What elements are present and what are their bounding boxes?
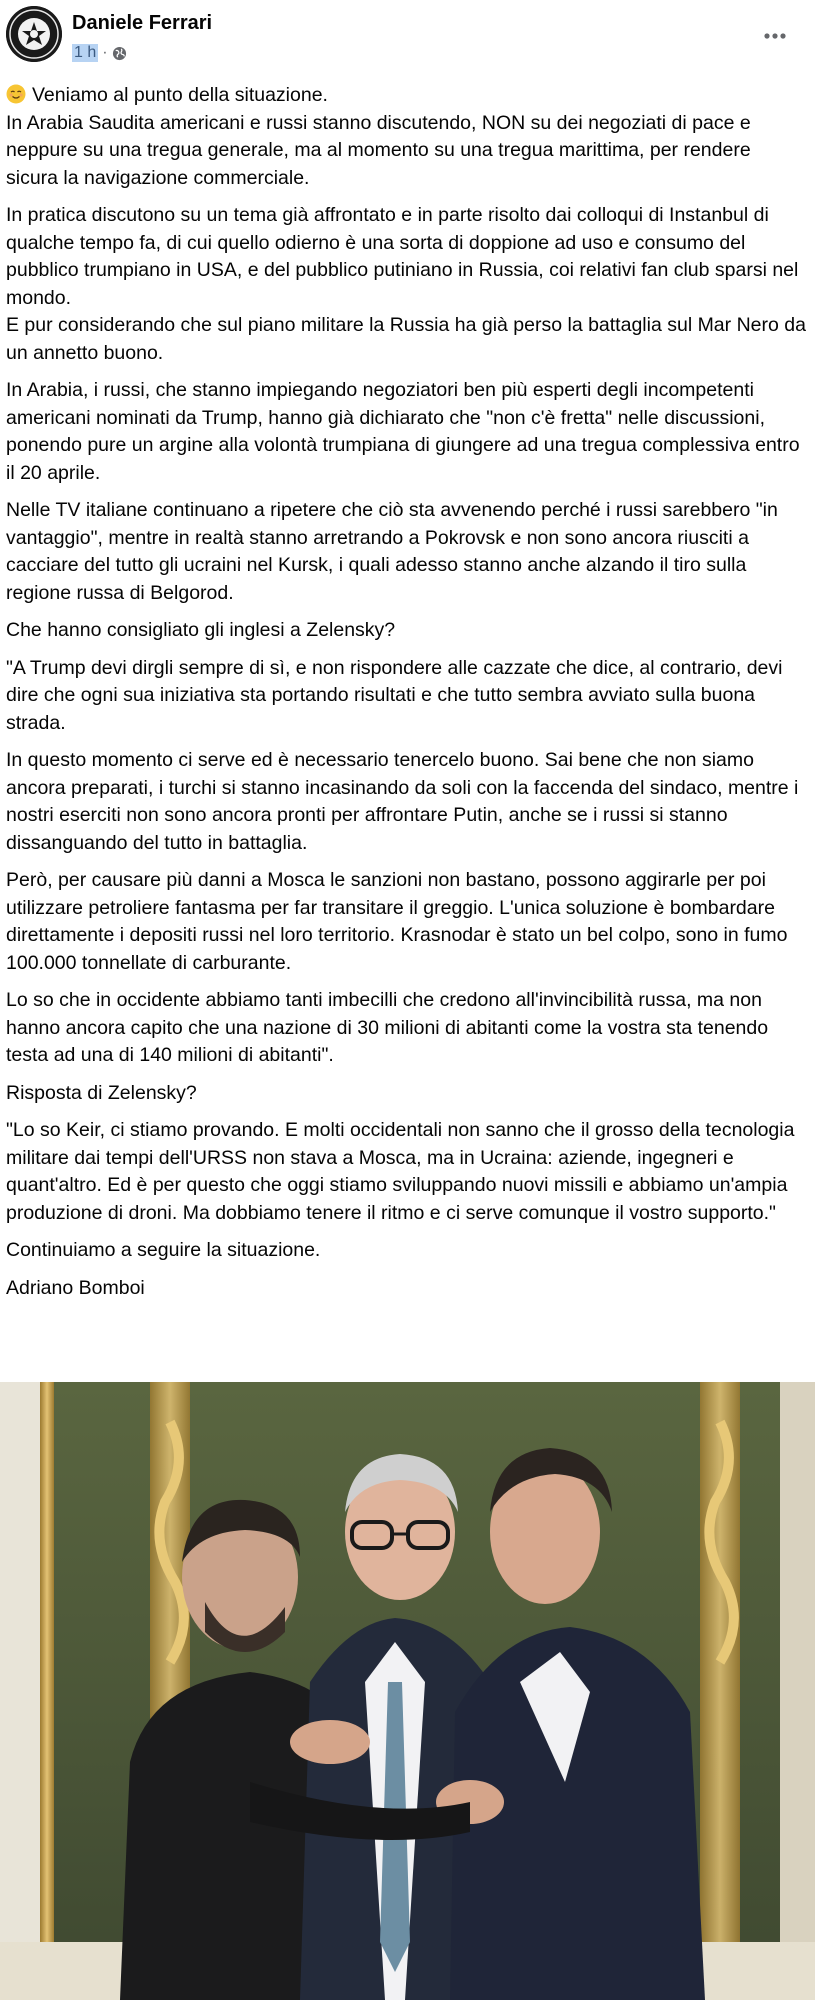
post-paragraph: In questo momento ci serve ed è necessario tenercelo buono. Sai bene che non siamo ancora preparati, i turchi si stanno incasinando da soli con la faccenda del sindaco, mentre i nostri eserciti non sono ancora pronti per affrontare Putin, anche se i russi si stanno dissanguando del tutto in battaglia. <box>6 749 799 854</box>
author-avatar[interactable] <box>6 6 62 62</box>
author-name[interactable]: Daniele Ferrari <box>72 12 213 34</box>
post-header <box>0 0 815 78</box>
post-paragraph: "Lo so Keir, ci stiamo provando. E molti occidentali non sanno che il grosso della tecnologia militare dai tempi dell'URSS non stava a Mosca, ma in Ucraina: aziende, ingegneri e quant'altro. Ed è per questo che oggi stiamo sviluppando nuovi missili e abbiamo un'ampia produzione di droni. Ma dobbiamo tenere il ritmo e ci serve comunque il vostro supporto." <box>6 1119 795 1224</box>
seal-icon <box>6 6 62 62</box>
more-options-button[interactable] <box>757 18 793 54</box>
more-options-icon <box>763 32 787 40</box>
post-paragraph: Adriano Bomboi <box>6 1276 145 1299</box>
post-timestamp[interactable]: 1 h <box>74 44 97 61</box>
meta-separator: · <box>102 44 108 61</box>
post-paragraph <box>6 82 806 192</box>
post-text <box>6 82 806 1312</box>
post-paragraph: In pratica discutono su un tema già affrontato e in parte risolto dai colloqui di Instanbul di qualche tempo fa, di cui quello odierno è una sorta di doppione ad uso e consumo del pubblico trumpiano in USA, e del pubblico putiniano in Russia, coi relativi fan club sparsi nel mondo. E pur considerando che sul piano militare la Russia ha già perso la battaglia sul Mar Nero da un annetto buono. <box>6 204 806 364</box>
post-paragraph: Continuiamo a seguire la situazione. <box>6 1239 321 1261</box>
post-paragraph: Però, per causare più danni a Mosca le sanzioni non bastano, possono aggirarle per poi utilizzare petroliere fantasma per far transitare il greggio. L'unica soluzione è bombardare direttamente i depositi russi nel loro territorio. Krasnodar è stato un bel colpo, sono in fumo 100.000 tonnellate di carburante. <box>6 869 788 974</box>
post-paragraph: Nelle TV italiane continuano a ripetere che ciò sta avvenendo perché i russi sarebbero "in vantaggio", mentre in realtà stanno arretrando a Pokrovsk e non sono ancora riusciti a cacciare del tutto gli ucraini nel Kursk, i quali adesso stanno anche alzando il tiro sulla regione russa di Belgorod. <box>6 499 778 604</box>
post-paragraph: In Arabia, i russi, che stanno impiegando negoziatori ben più esperti degli incompetenti americani nominati da Trump, hanno già dichiarato che "non c'è fretta" nelle discussioni, ponendo pure un argine alla volontà trumpiana di giungere ad una tregua complessiva entro il 20 aprile. <box>6 379 800 484</box>
post-paragraph: Risposta di Zelensky? <box>6 1081 197 1104</box>
post-paragraph: Che hanno consigliato gli inglesi a Zelensky? <box>6 619 396 641</box>
post-paragraph: Lo so che in occidente abbiamo tanti imbecilli che credono all'invincibilità russa, ma non hanno ancora capito che una nazione di 30 milioni di abitanti come la vostra sta tenendo testa ad una di 140 milioni di abitanti". <box>6 989 769 1066</box>
globe-icon[interactable] <box>112 46 127 61</box>
photo-of-three-leaders-in-ornate-hall <box>0 1382 815 2000</box>
post-meta <box>72 42 127 64</box>
post-photo[interactable] <box>0 1382 815 2000</box>
post-paragraph: "A Trump devi dirgli sempre di sì, e non rispondere alle cazzate che dice, al contrario, devi dire che ogni sua iniziativa sta portando risultati e che tutto sembra avviato sulla buona strada. <box>6 656 783 734</box>
relieved-face-emoji <box>6 84 26 104</box>
post-paragraph-text: Veniamo al punto della situazione. In Arabia Saudita americani e russi stanno discutendo, NON su dei negoziati di pace e neppure su una tregua generale, ma al momento su una tregua marittima, per rendere sicura la navigazione commerciale. <box>6 84 751 189</box>
